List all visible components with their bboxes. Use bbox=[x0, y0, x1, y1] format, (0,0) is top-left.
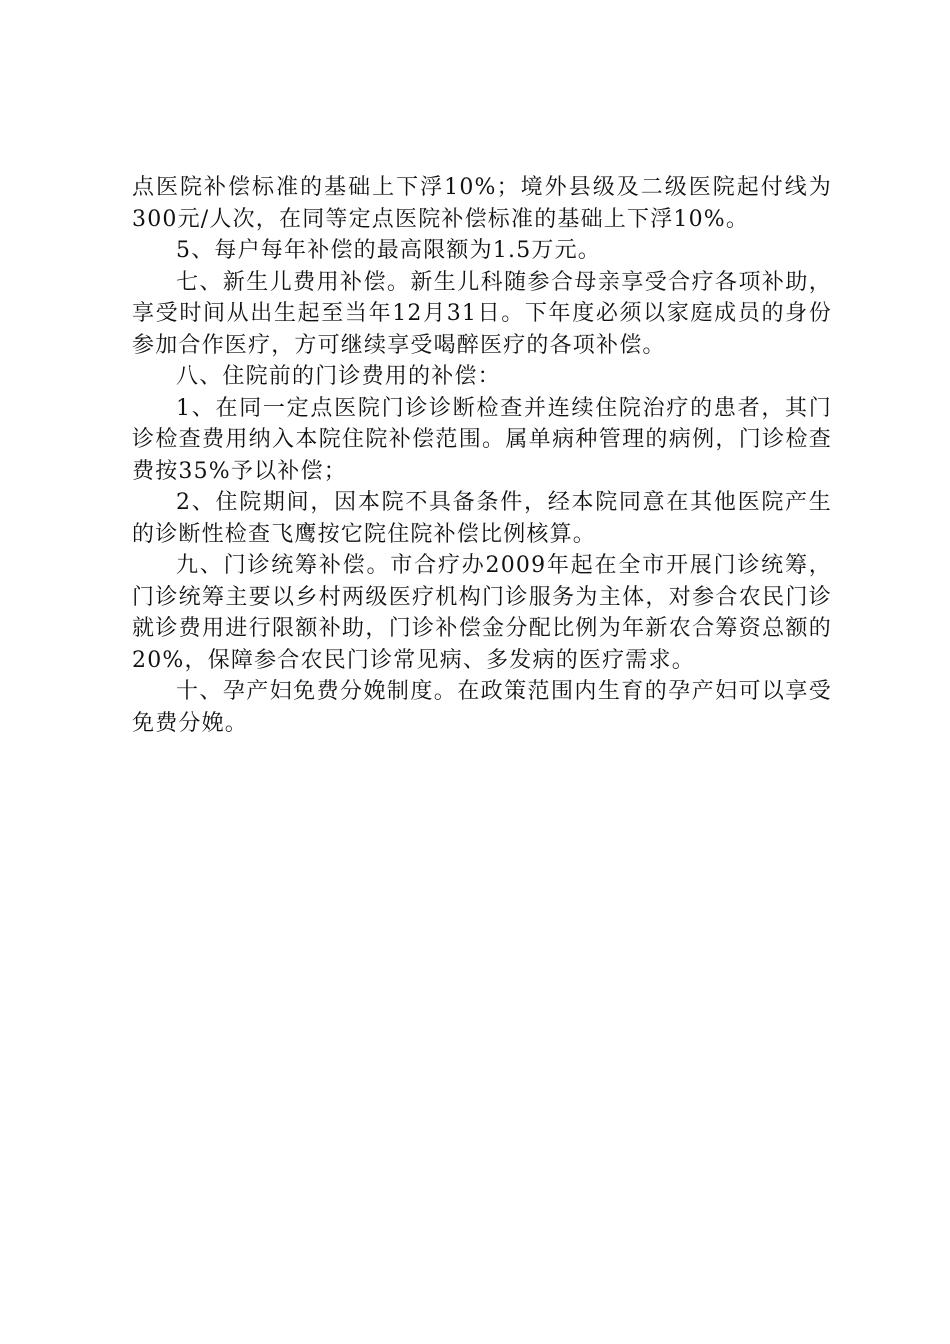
paragraph-item-5: 5、每户每年补偿的最高限额为1.5万元。 bbox=[176, 238, 601, 263]
paragraph-section-8-item-1: 1、在同一定点医院门诊诊断检查并连续住院治疗的患者，其门诊检查费用纳入本院住院补偿范围。属单病种管理的病例，门诊检查费按35%予以补偿； bbox=[132, 395, 832, 484]
paragraph-continuation: 点医院补偿标准的基础上下浮10%；境外县级及二级医院起付线为300元/人次，在同等定点医院补偿标准的基础上下浮10%。 bbox=[132, 175, 832, 232]
paragraph-section-9: 九、门诊统筹补偿。市合疗办2009年起在全市开展门诊统筹，门诊统筹主要以乡村两级医疗机构门诊服务为主体，对参合农民门诊就诊费用进行限额补助，门诊补偿金分配比例为年新农合筹资总额的20%，保障参合农民门诊常见病、多发病的医疗需求。 bbox=[132, 553, 832, 673]
paragraph-section-8: 八、住院前的门诊费用的补偿： bbox=[176, 364, 501, 389]
paragraph-section-10: 十、孕产妇免费分娩制度。在政策范围内生育的孕产妇可以享受免费分娩。 bbox=[132, 679, 832, 736]
paragraph-section-8-item-2: 2、住院期间，因本院不具备条件，经本院同意在其他医院产生的诊断性检查飞鹰按它院住院补偿比例核算。 bbox=[132, 490, 832, 547]
paragraph-section-7: 七、新生儿费用补偿。新生儿科随参合母亲享受合疗各项补助，享受时间从出生起至当年12月31日。下年度必须以家庭成员的身份参加合作医疗，方可继续享受喝醉医疗的各项补偿。 bbox=[132, 269, 832, 358]
document-body bbox=[132, 172, 832, 739]
